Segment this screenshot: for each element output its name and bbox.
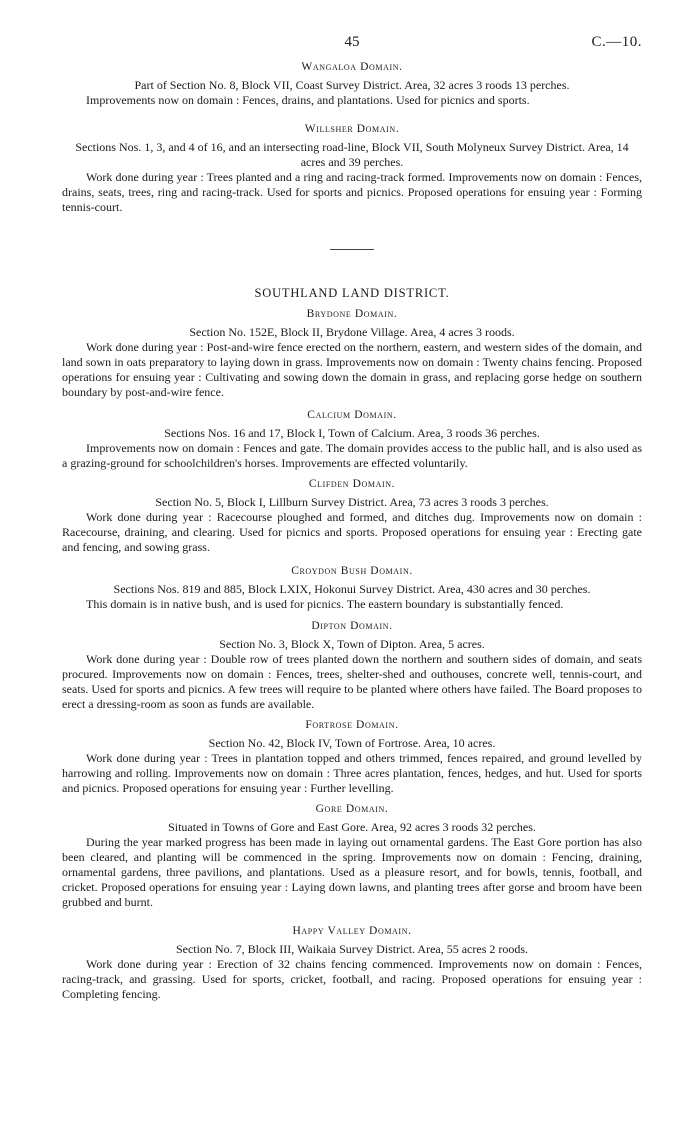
domain-description: Section No. 7, Block III, Waikaia Survey District. Area, 55 acres 2 roods. xyxy=(175,942,529,956)
domain-entry-gore xyxy=(62,802,642,910)
domain-heading: Willsher Domain. xyxy=(304,123,400,135)
domain-heading: Brydone Domain. xyxy=(306,308,398,320)
domain-heading: Calcium Domain. xyxy=(307,409,397,421)
domain-description: Sections Nos. 1, 3, and 4 of 16, and an intersecting road-line, Block VII, South Molyneux Survey District. Area, 14 acres and 39 perches. xyxy=(75,140,629,169)
domain-body: Work done during year : Racecourse ploughed and formed, and ditches dug. Improvements now on domain : Racecourse, draining, and clearing. Used for picnics and sports. Proposed operations for ensuing year : Erecting gate and fencing, and sowing grass. xyxy=(62,510,642,554)
domain-entry-dipton xyxy=(62,619,642,712)
section-divider xyxy=(330,249,374,250)
domain-description: Part of Section No. 8, Block VII, Coast Survey District. Area, 32 acres 3 roods 13 perches. xyxy=(134,78,570,92)
domain-body: During the year marked progress has been made in laying out ornamental gardens. The East Gore portion has also been cleared, and planting will be commenced in the spring. Improvements now on domain : Fencing, draining, ornamental gardens, three pavilions, and plantations. Used as a pleasure resort, and for bowls, tennis, football, and cricket. Proposed operations for ensuing year : Laying down lawns, and planting trees after gorse and broom have been grubbed and burnt. xyxy=(62,835,642,909)
domain-description: Section No. 152E, Block II, Brydone Village. Area, 4 acres 3 roods. xyxy=(189,325,515,339)
domain-heading: Croydon Bush Domain. xyxy=(291,565,413,577)
domain-body: Work done during year : Erection of 32 chains fencing commenced. Improvements now on domain : Fences, racing-track, and grassing. Used for sports, cricket, football, and racing. Proposed operations for ensuing year : Completing fencing. xyxy=(62,957,642,1001)
domain-body: Work done during year : Trees planted and a ring and racing-track formed. Improvements now on domain : Fences, drains, seats, trees, ring and racing-track. Used for sports and picnics. Proposed operations for ensuing year : Forming tennis-court. xyxy=(62,170,642,214)
district-title: SOUTHLAND LAND DISTRICT. xyxy=(254,286,450,300)
domain-entry-fortrose xyxy=(62,718,642,796)
domain-entry-croydon-bush xyxy=(62,564,642,612)
domain-entry-happy-valley xyxy=(62,924,642,1002)
domain-description: Sections Nos. 819 and 885, Block LXIX, Hokonui Survey District. Area, 430 acres and 30 perches. xyxy=(113,582,591,596)
domain-entry-brydone xyxy=(62,307,642,400)
domain-body: This domain is in native bush, and is used for picnics. The eastern boundary is substantially fenced. xyxy=(86,597,564,611)
domain-entry-willsher xyxy=(62,122,642,215)
domain-description: Section No. 5, Block I, Lillburn Survey District. Area, 73 acres 3 roods 3 perches. xyxy=(155,495,549,509)
domain-heading: Clifden Domain. xyxy=(308,478,396,490)
page-number: 45 xyxy=(344,34,360,50)
domain-description: Section No. 3, Block X, Town of Dipton. Area, 5 acres. xyxy=(219,637,485,651)
domain-body: Work done during year : Double row of trees planted down the northern and southern sides of domain, and seats procured. Improvements now on domain : Fences, trees, shelter-shed and outhouses, concrete well, tennis-court, and seats. Used for sports and picnics. A few trees will require to be planted where others have failed. The Board proposes to erect a dressing-room as soon as funds are available. xyxy=(62,652,642,711)
domain-entry-clifden xyxy=(62,477,642,555)
domain-heading: Happy Valley Domain. xyxy=(292,925,412,937)
domain-description: Sections Nos. 16 and 17, Block I, Town of Calcium. Area, 3 roods 36 perches. xyxy=(164,426,540,440)
domain-description: Situated in Towns of Gore and East Gore. Area, 92 acres 3 roods 32 perches. xyxy=(168,820,536,834)
domain-entry-wangaloa xyxy=(62,60,642,108)
domain-body: Work done during year : Trees in plantation topped and others trimmed, fences repaired, and ground levelled by harrowing and rolling. Improvements now on domain : Three acres plantation, fences, hedges, and hut. Used for sports and picnics. Proposed operations for ensuing year : Further levelling. xyxy=(62,751,642,795)
domain-body: Work done during year : Post-and-wire fence erected on the northern, eastern, and western sides of the domain, and land sown in oats preparatory to laying down in grass. Improvements now on domain : Twenty chains fencing. Proposed operations for ensuing year : Cultivating and sowing down the domain in grass, and replacing gorse hedge on southern boundary by post-and-wire fence. xyxy=(62,340,642,399)
page-header xyxy=(62,34,642,60)
domain-body: Improvements now on domain : Fences and gate. The domain provides access to the public hall, and is also used as a grazing-ground for schoolchildren's horses. Improvements are effected voluntarily. xyxy=(62,441,642,470)
domain-heading: Gore Domain. xyxy=(315,803,389,815)
domain-entry-calcium xyxy=(62,408,642,471)
domain-description: Section No. 42, Block IV, Town of Fortrose. Area, 10 acres. xyxy=(208,736,496,750)
domain-heading: Wangaloa Domain. xyxy=(301,61,403,73)
document-reference: C.—10. xyxy=(591,34,642,50)
domain-heading: Fortrose Domain. xyxy=(305,719,399,731)
domain-body: Improvements now on domain : Fences, drains, and plantations. Used for picnics and sports. xyxy=(86,93,530,107)
domain-heading: Dipton Domain. xyxy=(311,620,393,632)
